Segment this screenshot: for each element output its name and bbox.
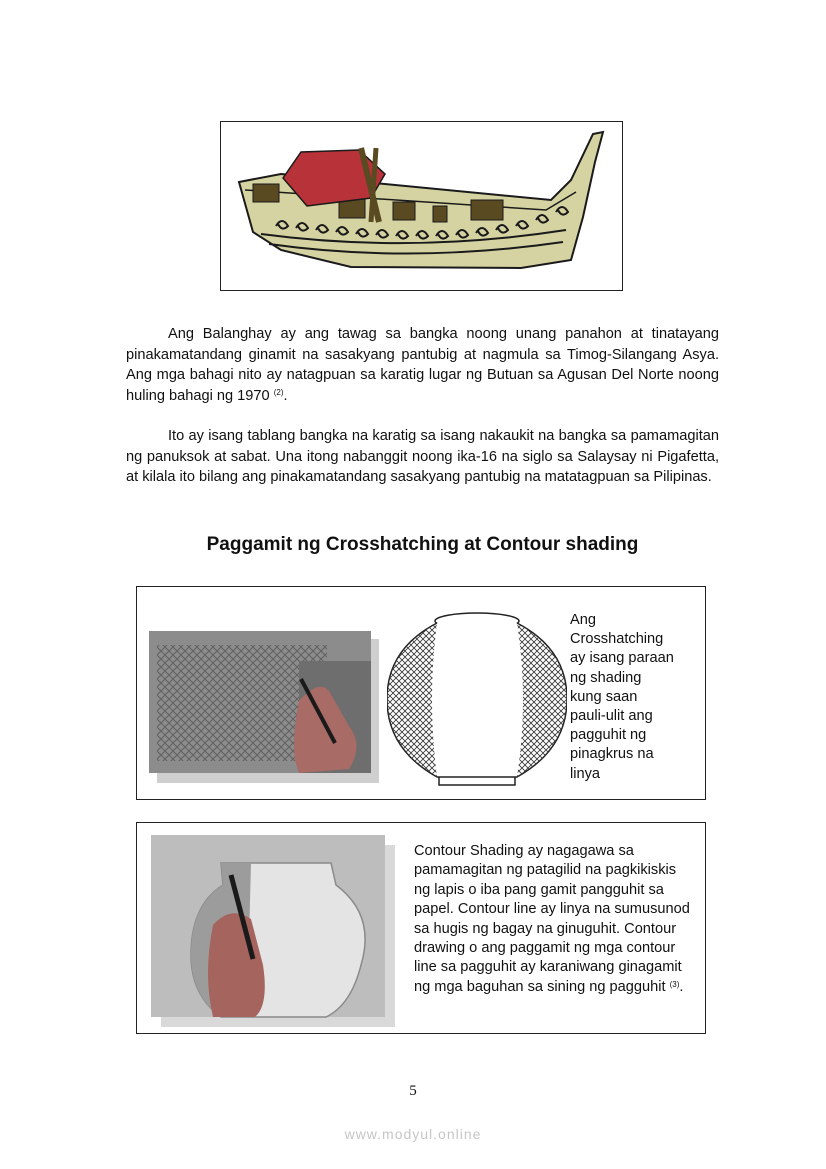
contour-box bbox=[136, 822, 706, 1034]
balanghay-boat-illustration bbox=[221, 122, 621, 289]
watermark: www.modyul.online bbox=[344, 1126, 482, 1142]
crosshatch-photo bbox=[149, 631, 379, 783]
contour-photo bbox=[151, 835, 395, 1027]
reference-2: (2) bbox=[273, 387, 284, 397]
boat-figure bbox=[220, 121, 623, 291]
paragraph-tablang-bangka: Ito ay isang tablang bangka na karatig sa isang nakaukit na bangka sa pamamagitan ng panuksok at sabat. Una itong nabanggit noong ika-16 na siglo sa Salaysay ni Pigafetta, at kilala ito bilang ang pinakamatandang sasakyang pantubig na matatagpuan sa Pilipinas. bbox=[126, 428, 719, 485]
crosshatch-vase bbox=[387, 609, 567, 787]
section-heading: Paggamit ng Crosshatching at Contour shading bbox=[206, 534, 639, 555]
reference-3: (3) bbox=[669, 979, 680, 989]
crosshatch-box bbox=[136, 586, 706, 800]
paragraph-balanghay: Ang Balanghay ay ang tawag sa bangka noong unang panahon at tinatayang pinakamatandang ginamit na sasakyang pantubig at nagmula sa Timog-Silangang Asya. Ang mga bahagi nito ay natagpuan sa karatig lugar ng Butuan sa Agusan Del Norte noong huling bahagi ng 1970 $^{(2)}$. bbox=[126, 326, 719, 404]
page-number: 5 bbox=[409, 1083, 417, 1099]
contour-description: Contour Shading ay nagagawa sa pamamagitan ng patagilid na pagkikiskis ng lapis o iba pang gamit pangguhit sa papel. Contour line ay linya na sumusunod sa hugis ng bagay na ginuguhit. Contour drawing o ang paggamit ng mga contour line sa pagguhit ay karaniwang ginagamit ng mga baguhan sa sining ng pagguhit $^{(3)}$. bbox=[414, 843, 690, 995]
crosshatch-description: Ang Crosshatching ay isang paraan ng shading kung saan pauli-ulit ang pagguhit ng pinagkrus na linya bbox=[570, 612, 674, 782]
